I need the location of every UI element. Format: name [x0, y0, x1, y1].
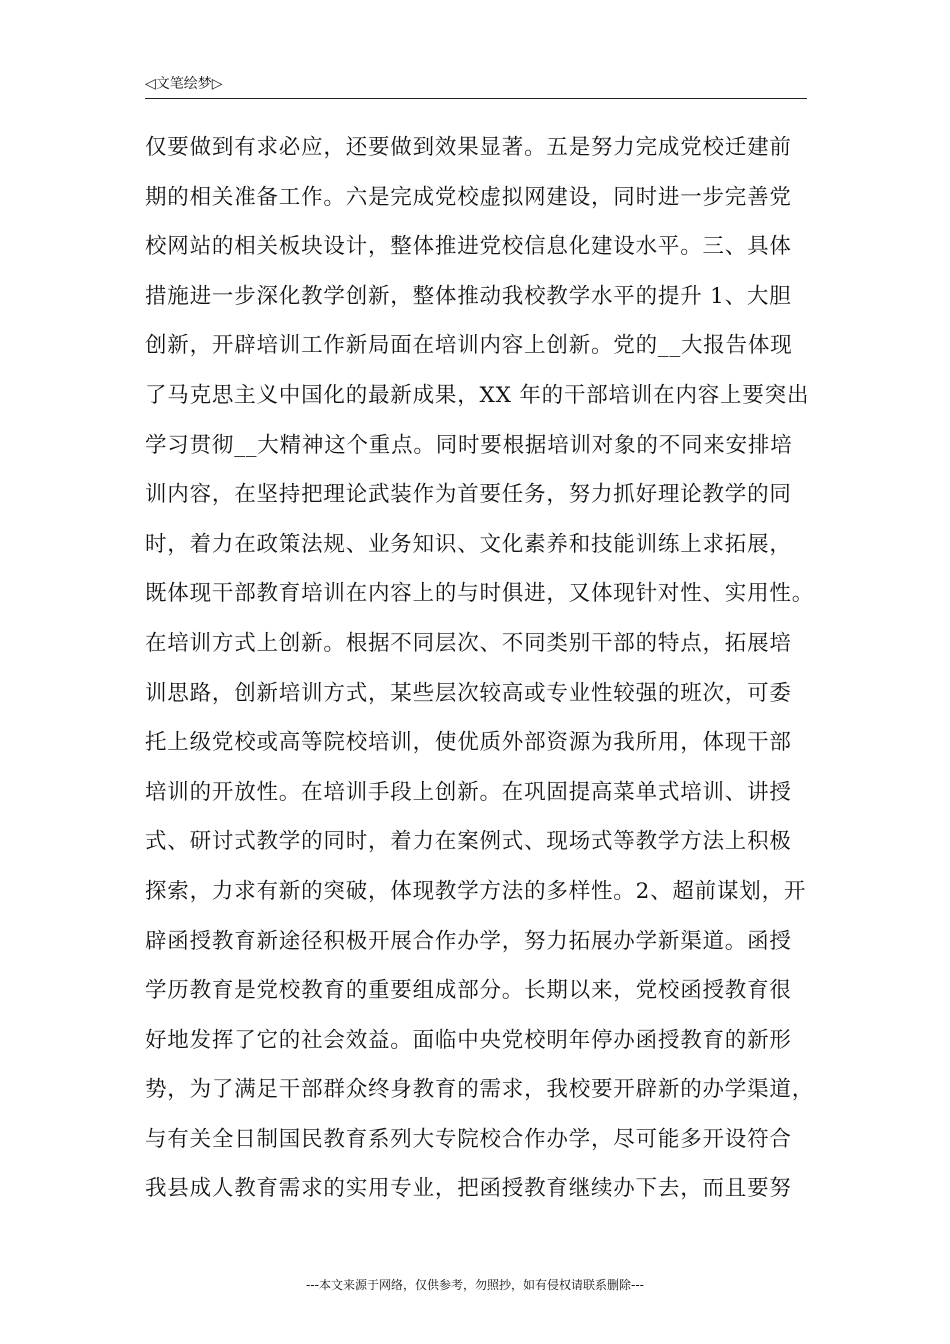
- text-line: 探索，力求有新的突破，体现教学方法的多样性。2、超前谋划，开: [145, 878, 807, 904]
- text-line: 措施进一步深化教学创新，整体推动我校教学水平的提升 1、大胆: [145, 283, 792, 309]
- text-line: 托上级党校或高等院校培训，使优质外部资源为我所用，体现干部: [145, 730, 792, 756]
- page-header: [145, 74, 807, 99]
- text-line: 在培训方式上创新。根据不同层次、不同类别干部的特点，拓展培: [145, 630, 792, 656]
- text-line: 仅要做到有求必应，还要做到效果显著。五是努力完成党校迁建前: [145, 135, 792, 160]
- text-line: 校网站的相关板块设计，整体推进党校信息化建设水平。三、具体: [145, 234, 792, 260]
- document-body: [145, 123, 815, 1214]
- text-line: 时，着力在政策法规、业务知识、文化素养和技能训练上求拓展，: [145, 531, 792, 557]
- page-footer: ---本文来源于网络，仅供参考，勿照抄，如有侵权请联系删除---: [306, 1278, 644, 1292]
- text-line: 期的相关准备工作。六是完成党校虚拟网建设，同时进一步完善党: [145, 184, 792, 210]
- text-line: 创新，开辟培训工作新局面在培训内容上创新。党的__大报告体现: [145, 333, 793, 359]
- text-line: 培训的开放性。在培训手段上创新。在巩固提高菜单式培训、讲授: [145, 779, 792, 805]
- text-line: 我县成人教育需求的实用专业，把函授教育继续办下去，而且要努: [145, 1176, 792, 1202]
- text-line: 学历教育是党校教育的重要组成部分。长期以来，党校函授教育很: [145, 978, 792, 1004]
- text-line: 势，为了满足干部群众终身教育的需求，我校要开辟新的办学渠道，: [145, 1077, 815, 1103]
- text-line: 了马克思主义中国化的最新成果，XX 年的干部培训在内容上要突出: [145, 382, 810, 408]
- text-line: 辟函授教育新途径积极开展合作办学，努力拓展办学新渠道。函授: [145, 928, 792, 954]
- text-line: 好地发挥了它的社会效益。面临中央党校明年停办函授教育的新形: [145, 1027, 792, 1053]
- text-line: 既体现干部教育培训在内容上的与时俱进，又体现针对性、实用性。: [145, 581, 815, 607]
- text-line: 式、研讨式教学的同时，着力在案例式、现场式等教学方法上积极: [145, 829, 792, 855]
- text-line: 训内容，在坚持把理论武装作为首要任务，努力抓好理论教学的同: [145, 482, 792, 508]
- text-line: 与有关全日制国民教育系列大专院校合作办学，尽可能多开设符合: [145, 1126, 792, 1152]
- text-line: 学习贯彻__大精神这个重点。同时要根据培训对象的不同来安排培: [145, 432, 793, 458]
- header-title: ◁文笔绘梦▷: [145, 76, 223, 92]
- text-line: 训思路，创新培训方式，某些层次较高或专业性较强的班次，可委: [145, 680, 792, 706]
